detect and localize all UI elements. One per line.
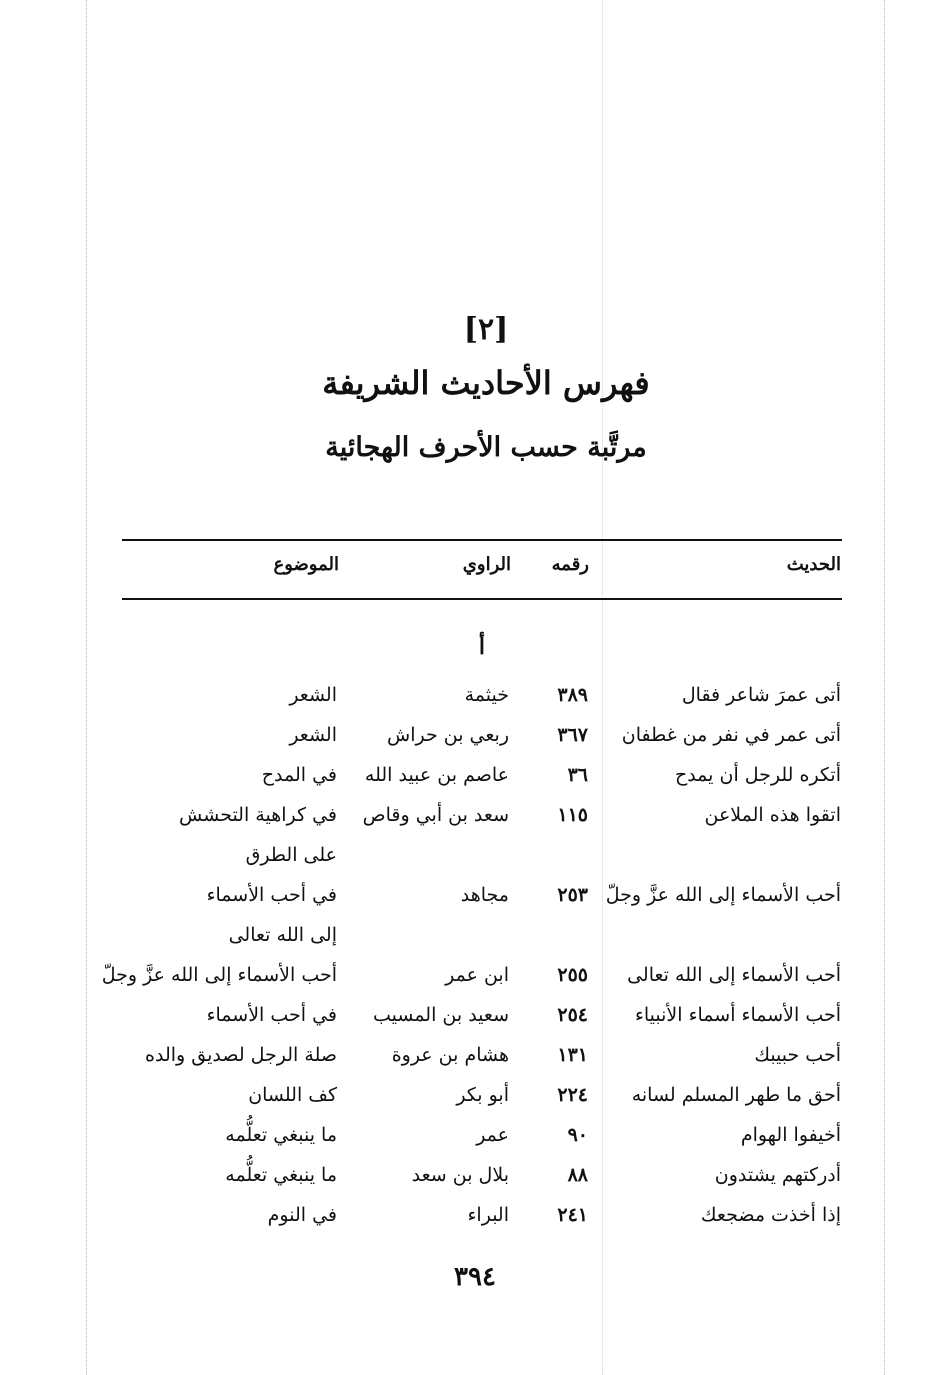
number-cell: ٢٥٥ (557, 964, 588, 986)
topic-cell: ما ينبغي تعلُّمه (225, 1124, 337, 1146)
narrator-cell: ابن عمر (445, 964, 509, 986)
number-cell: ٢٥٣ (557, 884, 588, 906)
hadith-cell: أحق ما طهر المسلم لسانه (631, 1084, 841, 1106)
table-row (0, 1041, 937, 1081)
number-cell: ٣٦٧ (557, 724, 588, 746)
topic-cell: في أحب الأسماء (206, 884, 337, 906)
table-row (0, 721, 937, 761)
section-number: [٢] (463, 312, 509, 347)
hadith-cell: اتقوا هذه الملاعن (704, 804, 841, 826)
page-number: ٣٩٤ (454, 1262, 496, 1292)
number-cell: ٣٦ (567, 764, 588, 786)
number-cell: ٢٤١ (557, 1204, 588, 1226)
narrator-cell: هشام بن عروة (391, 1044, 509, 1066)
topic-cell: الشعر (289, 724, 337, 746)
table-row (0, 681, 937, 721)
table-row (0, 961, 937, 1001)
number-cell: ٩٠ (567, 1124, 588, 1146)
table-row (0, 881, 937, 946)
narrator-cell: بلال بن سعد (411, 1164, 509, 1186)
number-cell: ٨٨ (567, 1164, 588, 1186)
topic-cell: في أحب الأسماء (206, 1004, 337, 1026)
number-cell: ٢٢٤ (557, 1084, 588, 1106)
column-header-number: رقمه (551, 554, 589, 575)
topic-cell: كف اللسان (248, 1084, 337, 1106)
hadith-cell: إذا أخذت مضجعك (700, 1204, 841, 1226)
letter-heading: أ (478, 634, 485, 660)
narrator-cell: عمر (476, 1124, 509, 1146)
narrator-cell: مجاهد (460, 884, 509, 906)
hadith-cell: أتى عمرَ شاعر فقال (681, 684, 841, 706)
table-row (0, 801, 937, 866)
topic-cell: الشعر (289, 684, 337, 706)
hadith-cell: أحب الأسماء إلى الله تعالى (627, 964, 841, 986)
topic-cell: في النوم (267, 1204, 337, 1226)
number-cell: ٢٥٤ (557, 1004, 588, 1026)
page-subtitle: مرتَّبة حسب الأحرف الهجائية (325, 432, 647, 463)
hadith-cell: أحب الأسماء إلى الله عزَّ وجلّ (605, 884, 841, 906)
hadith-cell: أتى عمر في نفر من غطفان (621, 724, 841, 746)
column-header-narrator: الراوي (462, 554, 511, 575)
topic-cell-continuation: إلى الله تعالى (228, 924, 337, 946)
number-cell: ٣٨٩ (557, 684, 588, 706)
narrator-cell: سعد بن أبي وقاص (362, 804, 509, 826)
page-title: فهرس الأحاديث الشريفة (322, 364, 650, 402)
topic-cell: صلة الرجل لصديق والده (145, 1044, 337, 1066)
narrator-cell: سعيد بن المسيب (372, 1004, 509, 1026)
table-row (0, 1121, 937, 1161)
narrator-cell: البراء (467, 1204, 509, 1226)
topic-cell: في كراهية التحشش (179, 804, 337, 826)
table-row (0, 761, 937, 801)
table-header-rule (122, 598, 842, 600)
narrator-cell: أبو بكر (456, 1084, 509, 1106)
narrator-cell: عاصم بن عبيد الله (364, 764, 509, 786)
table-top-rule (122, 539, 842, 541)
hadith-cell: أخيفوا الهوام (740, 1124, 841, 1146)
topic-cell-continuation: على الطرق (245, 844, 337, 866)
table-row (0, 1161, 937, 1201)
hadith-cell: أدركتهم يشتدون (714, 1164, 841, 1186)
table-row (0, 1201, 937, 1241)
number-cell: ١١٥ (557, 804, 588, 826)
hadith-cell: أتكره للرجل أن يمدح (674, 764, 841, 786)
narrator-cell: خيثمة (464, 684, 509, 706)
topic-cell: ما ينبغي تعلُّمه (225, 1164, 337, 1186)
topic-cell: في المدح (261, 764, 337, 786)
narrator-cell: ربعي بن حراش (387, 724, 509, 746)
table-row (0, 1001, 937, 1041)
column-header-hadith: الحديث (786, 554, 841, 575)
table-row (0, 1081, 937, 1121)
topic-cell: أحب الأسماء إلى الله عزَّ وجلّ (101, 964, 337, 986)
hadith-cell: أحب حبيبك (754, 1044, 841, 1066)
number-cell: ١٣١ (557, 1044, 588, 1066)
column-header-topic: الموضوع (273, 554, 339, 575)
hadith-cell: أحب الأسماء أسماء الأنبياء (634, 1004, 841, 1026)
